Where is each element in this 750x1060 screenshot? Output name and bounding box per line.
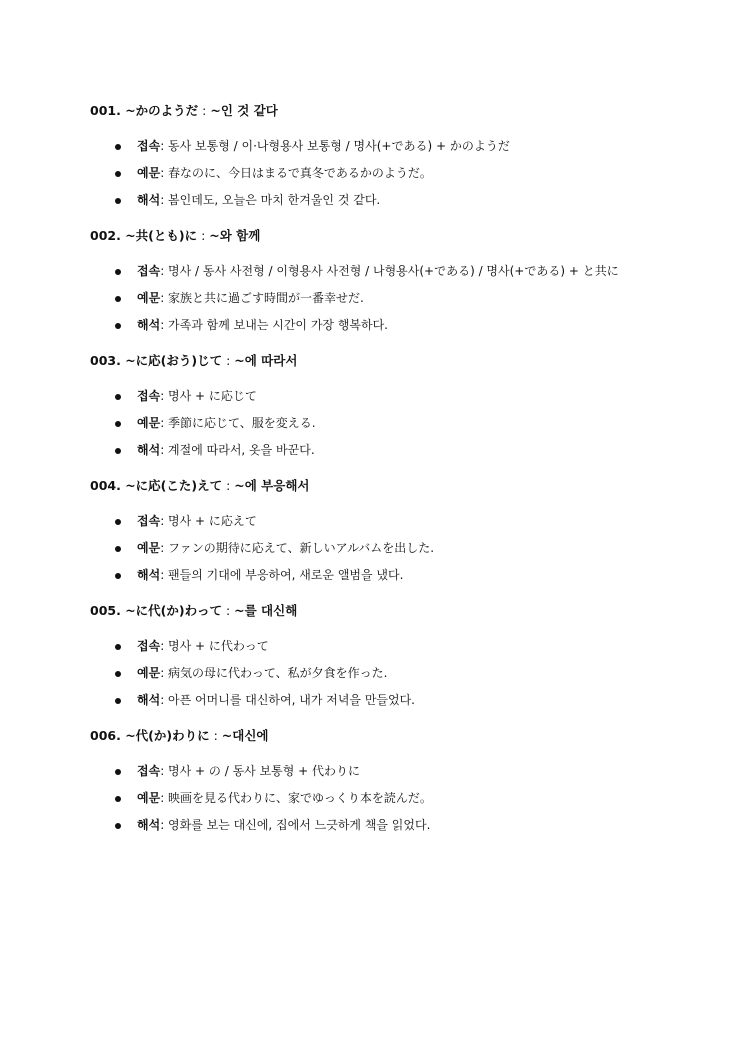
list-item-example [90, 290, 710, 307]
item-text: : 계절에 따라서, 옷을 바꾼다. [160, 443, 315, 457]
entry-separator: : [198, 103, 211, 118]
entry-title [90, 102, 710, 119]
grammar-entry-001 [90, 102, 710, 209]
entry-meaning: ~대신에 [221, 728, 269, 743]
bullet-icon [115, 519, 121, 525]
list-item-connection [90, 513, 710, 530]
bullet-icon [115, 171, 121, 177]
list-item-translation [90, 692, 710, 709]
item-text: : 영화를 보는 대신에, 집에서 느긋하게 책을 읽었다. [160, 818, 431, 832]
item-label: 해석 [137, 693, 161, 707]
entry-items [90, 263, 710, 334]
item-label: 예문 [137, 291, 161, 305]
list-item-example [90, 790, 710, 807]
item-text: : 映画を見る代わりに、家でゆっくり本を読んだ。 [160, 791, 432, 805]
entry-separator: : [209, 728, 222, 743]
item-label: 접속 [137, 264, 161, 278]
entry-separator: : [222, 478, 235, 493]
grammar-entry-003 [90, 352, 710, 459]
entry-items [90, 138, 710, 209]
entry-head: 003. ~に応(おう)じて [90, 353, 223, 368]
entry-meaning: ~와 함께 [209, 228, 261, 243]
entry-head: 001. ~かのようだ [90, 103, 199, 118]
entry-title [90, 727, 710, 744]
item-label: 해석 [137, 568, 161, 582]
item-label: 예문 [137, 791, 161, 805]
item-text: : 病気の母に代わって、私が夕食を作った. [160, 666, 388, 680]
item-label: 해석 [137, 318, 161, 332]
list-item-connection [90, 138, 710, 155]
item-text: : 봄인데도, 오늘은 마치 한겨울인 것 같다. [160, 193, 381, 207]
item-text: : 명사 + の / 동사 보통형 + 代わりに [160, 764, 361, 778]
grammar-entry-002 [90, 227, 710, 334]
item-label: 접속 [137, 389, 161, 403]
entry-title [90, 602, 710, 619]
entry-meaning: ~인 것 같다 [210, 103, 278, 118]
entry-head: 002. ~共(とも)に [90, 228, 198, 243]
bullet-icon [115, 144, 121, 150]
entry-head: 006. ~代(か)わりに [90, 728, 210, 743]
entry-items [90, 513, 710, 584]
item-label: 예문 [137, 541, 161, 555]
item-text: : 동사 보통형 / 이·나형용사 보통형 / 명사(+である) + かのようだ [160, 139, 510, 153]
entry-items [90, 638, 710, 709]
item-label: 접속 [137, 514, 161, 528]
list-item-example [90, 165, 710, 182]
bullet-icon [115, 769, 121, 775]
entry-title [90, 477, 710, 494]
entry-separator: : [221, 603, 235, 618]
list-item-connection [90, 638, 710, 655]
list-item-example [90, 665, 710, 682]
grammar-entry-005 [90, 602, 710, 709]
list-item-translation [90, 192, 710, 209]
item-text: : 명사 + に応えて [160, 514, 257, 528]
bullet-icon [115, 823, 121, 829]
entry-head: 004. ~に応(こた)えて [90, 478, 223, 493]
entry-title [90, 227, 710, 244]
list-item-connection [90, 763, 710, 780]
entry-items [90, 388, 710, 459]
list-item-connection [90, 263, 710, 280]
item-label: 해석 [137, 818, 161, 832]
item-label: 접속 [137, 639, 161, 653]
bullet-icon [115, 323, 121, 329]
entry-meaning: ~를 대신해 [234, 603, 298, 618]
item-label: 해석 [137, 443, 161, 457]
item-text: : 季節に応じて、服を変える. [160, 416, 316, 430]
entry-meaning: ~에 따라서 [234, 353, 298, 368]
grammar-entry-004 [90, 477, 710, 584]
item-label: 예문 [137, 166, 161, 180]
item-label: 접속 [137, 139, 161, 153]
item-label: 예문 [137, 416, 161, 430]
list-item-translation [90, 442, 710, 459]
item-text: : 명사 / 동사 사전형 / 이형용사 사전형 / 나형용사(+である) / 명사(+である) + と共に [160, 264, 619, 278]
list-item-translation [90, 567, 710, 584]
item-text: : 아픈 어머니를 대신하여, 내가 저녁을 만들었다. [160, 693, 415, 707]
entry-meaning: ~에 부응해서 [234, 478, 310, 493]
list-item-example [90, 540, 710, 557]
bullet-icon [115, 394, 121, 400]
item-text: : 명사 + に応じて [160, 389, 257, 403]
item-text: : 가족과 함께 보내는 시간이 가장 행복하다. [160, 318, 388, 332]
bullet-icon [115, 671, 121, 677]
entry-items [90, 763, 710, 834]
list-item-translation [90, 817, 710, 834]
bullet-icon [115, 269, 121, 275]
item-label: 예문 [137, 666, 161, 680]
bullet-icon [115, 448, 121, 454]
bullet-icon [115, 296, 121, 302]
grammar-entry-006 [90, 727, 710, 834]
list-item-translation [90, 317, 710, 334]
entry-title [90, 352, 710, 369]
list-item-example [90, 415, 710, 432]
item-text: : ファンの期待に応えて、新しいアルバムを出した. [160, 541, 435, 555]
bullet-icon [115, 644, 121, 650]
bullet-icon [115, 421, 121, 427]
item-text: : 春なのに、今日はまるで真冬であるかのようだ。 [160, 166, 432, 180]
item-label: 해석 [137, 193, 161, 207]
bullet-icon [115, 573, 121, 579]
entry-separator: : [197, 228, 210, 243]
item-text: : 명사 + に代わって [160, 639, 269, 653]
entry-separator: : [222, 353, 235, 368]
entry-head: 005. ~に代(か)わって [90, 603, 222, 618]
item-text: : 家族と共に過ごす時間が一番幸せだ. [160, 291, 364, 305]
bullet-icon [115, 796, 121, 802]
list-item-connection [90, 388, 710, 405]
bullet-icon [115, 546, 121, 552]
item-label: 접속 [137, 764, 161, 778]
bullet-icon [115, 198, 121, 204]
bullet-icon [115, 698, 121, 704]
item-text: : 팬들의 기대에 부응하여, 새로운 앨범을 냈다. [160, 568, 404, 582]
